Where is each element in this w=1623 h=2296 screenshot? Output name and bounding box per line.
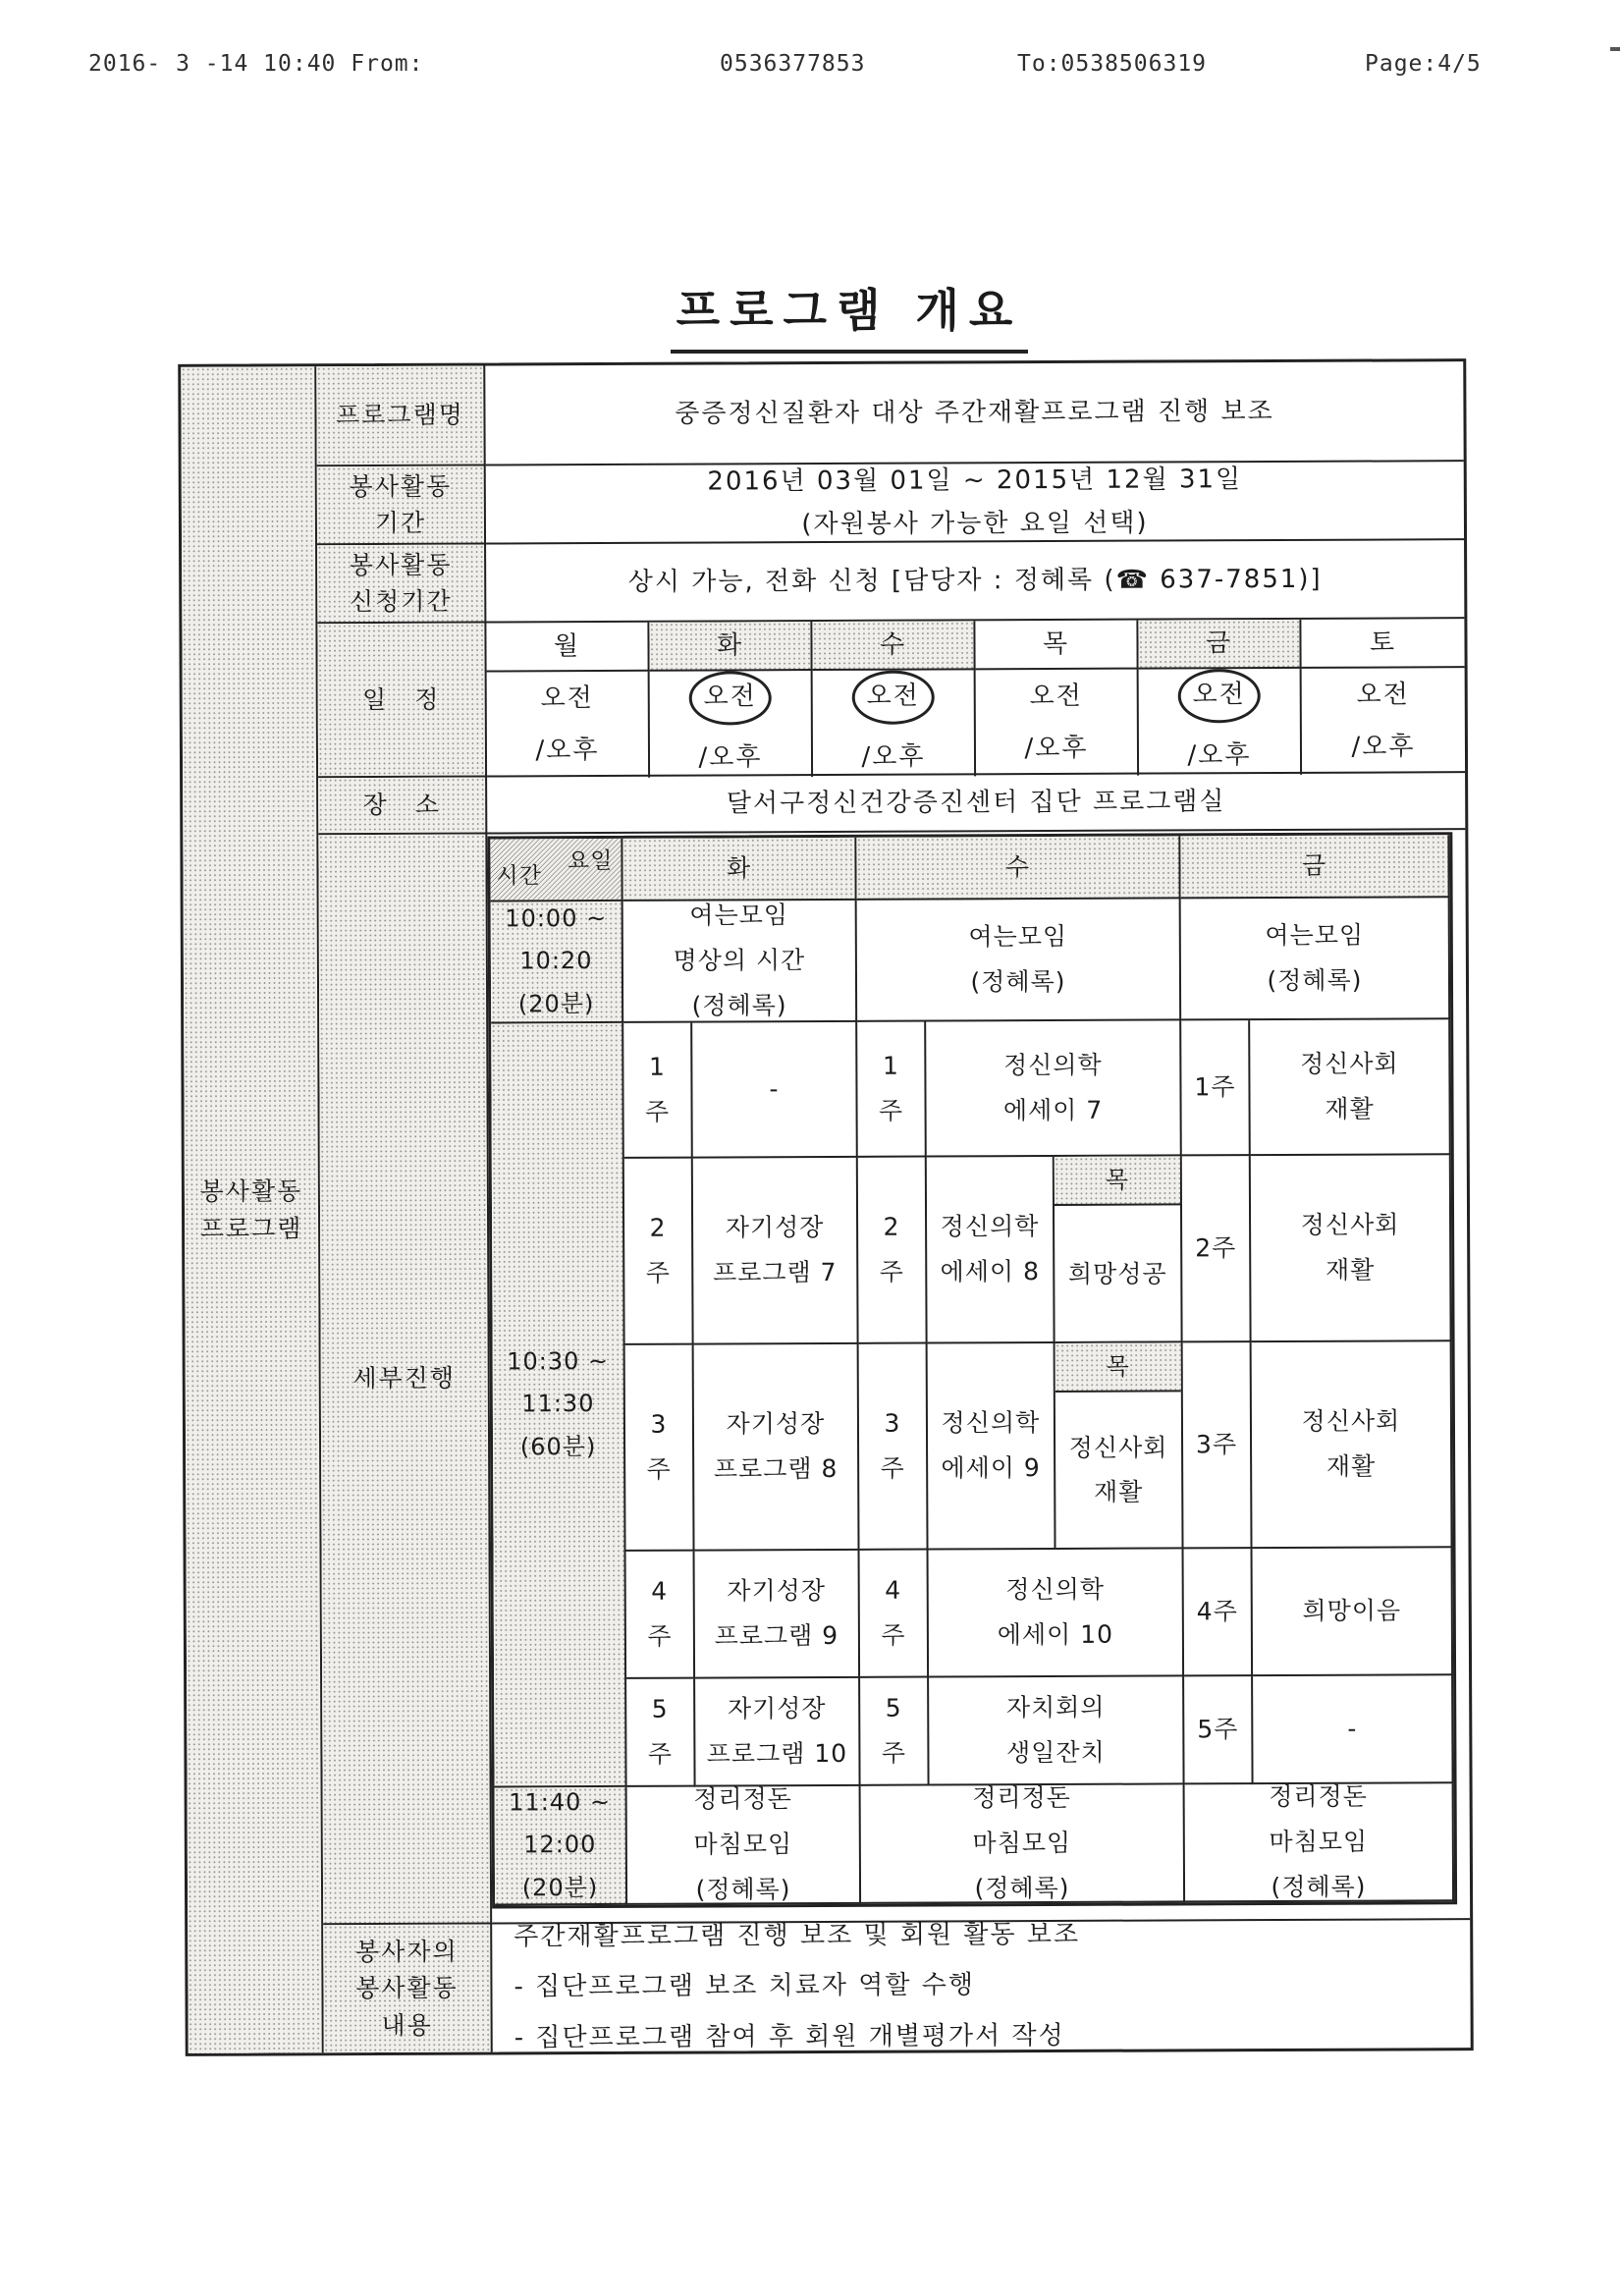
day-cell-fri xyxy=(1139,669,1302,776)
week2-fri-label: 2주 xyxy=(1182,1156,1252,1342)
detail-schedule-cell xyxy=(487,830,1470,1924)
corner-time-label: 시간 xyxy=(496,863,543,890)
label-activity-period: 봉사활동 기간 xyxy=(317,466,486,546)
closing-fri: 정리정돈 마침모임 (정혜록) xyxy=(1185,1783,1455,1902)
week1-fri-label: 1주 xyxy=(1181,1020,1251,1156)
week3-tue-content: 자기성장 프로그램 8 xyxy=(694,1344,860,1552)
time-cell-closing: 11:40 ~ 12:00 (20분) xyxy=(495,1787,628,1906)
fri-am-circled: 오전 xyxy=(1177,669,1260,723)
week4-wed-content: 정신의학 에세이 10 xyxy=(929,1549,1185,1677)
fax-timestamp: 2016- 3 -14 10:40 From: xyxy=(88,51,424,77)
week1-tue-label: 1 주 xyxy=(623,1023,693,1159)
opening-fri: 여는모임 (정혜록) xyxy=(1181,898,1451,1020)
detail-col-header-tue: 화 xyxy=(622,838,856,902)
fax-to-number: To:0538506319 xyxy=(1017,51,1208,77)
sat-am: 오전 xyxy=(1356,680,1410,710)
label-detail: 세부진행 xyxy=(318,835,492,1926)
week4-wed-label: 4 주 xyxy=(860,1551,930,1678)
week2-tue-label: 2 주 xyxy=(624,1159,694,1345)
wed-pm: /오후 xyxy=(861,741,926,772)
label-volunteer-duties: 봉사자의 봉사활동 내용 xyxy=(323,1924,493,2052)
left-category-cell: 봉사활동 프로그램 xyxy=(181,366,323,2053)
week5-tue-label: 5 주 xyxy=(626,1679,695,1787)
week2-thu-content: 희망성공 xyxy=(1067,1258,1167,1288)
time-cell-opening: 10:00 ~ 10:20 (20분) xyxy=(491,902,624,1024)
week2-thu-header: 목 xyxy=(1055,1156,1180,1206)
day-cell-wed xyxy=(813,670,976,777)
mon-am: 오전 xyxy=(540,683,594,714)
label-program-name: 프로그램명 xyxy=(316,366,485,467)
week5-wed-label: 5 주 xyxy=(860,1678,929,1786)
volunteer-duties-content xyxy=(492,1920,1471,2051)
fax-header xyxy=(0,51,1623,81)
detail-schedule-wrap xyxy=(487,830,1470,1922)
weekday-schedule-table xyxy=(486,619,1465,775)
detail-schedule-table xyxy=(487,832,1457,1908)
fri-pm: /오후 xyxy=(1187,740,1252,771)
fax-from-number: 0536377853 xyxy=(720,51,866,77)
value-place: 달서구정신건강증진센터 집단 프로그램실 xyxy=(487,773,1465,834)
closing-wed: 정리정돈 마침모임 (정혜록) xyxy=(861,1784,1186,1903)
day-header-wed: 수 xyxy=(812,621,975,671)
weekday-schedule-cell xyxy=(486,619,1465,777)
week1-wed-content: 정신의학 에세이 7 xyxy=(926,1020,1182,1157)
detail-col-header-fri: 금 xyxy=(1180,835,1449,899)
value-program-name: 중증정신질환자 대상 주간재활프로그램 진행 보조 xyxy=(485,361,1463,465)
opening-wed: 여는모임 (정혜록) xyxy=(857,899,1182,1021)
week1-fri-content: 정신사회 재활 xyxy=(1250,1019,1451,1156)
sat-pm: /오후 xyxy=(1351,732,1416,762)
week4-tue-content: 자기성장 프로그램 9 xyxy=(695,1551,861,1679)
value-activity-period: 2016년 03월 01일 ~ 2015년 12월 31일 (자원봉사 가능한 요일 선택) xyxy=(486,462,1464,544)
tue-am-circled: 오전 xyxy=(688,671,771,725)
day-header-thu: 목 xyxy=(975,621,1138,671)
title-wrap xyxy=(0,275,1623,354)
week2-thu-box xyxy=(1055,1156,1183,1343)
day-cell-thu xyxy=(976,670,1139,777)
label-place: 장 소 xyxy=(318,778,487,836)
tue-pm: /오후 xyxy=(698,742,763,773)
label-schedule: 일 정 xyxy=(317,624,487,779)
value-application-period: 상시 가능, 전화 신청 [담당자 : 정혜록 (☎ 637-7851)] xyxy=(486,540,1464,623)
day-cell-tue xyxy=(650,671,813,778)
day-header-sat: 토 xyxy=(1301,619,1464,669)
week5-tue-content: 자기성장 프로그램 10 xyxy=(695,1678,860,1787)
fax-page-number: Page:4/5 xyxy=(1365,51,1482,77)
week1-wed-label: 1 주 xyxy=(857,1022,927,1158)
document-title: 프로그램 개요 xyxy=(671,275,1029,354)
week2-fri-content: 정신사회 재활 xyxy=(1251,1155,1452,1342)
opening-tue: 여는모임 명상의 시간 (정혜록) xyxy=(623,901,858,1023)
volunteer-duty-line: - 집단프로그램 참여 후 회원 개별평가서 작성 xyxy=(514,2020,1065,2053)
closing-tue: 정리정돈 마침모임 (정혜록) xyxy=(627,1786,862,1905)
detail-col-header-wed: 수 xyxy=(856,836,1180,900)
thu-am: 오전 xyxy=(1029,681,1083,712)
week3-fri-label: 3주 xyxy=(1183,1342,1253,1549)
day-header-tue: 화 xyxy=(649,622,812,672)
week3-tue-label: 3 주 xyxy=(625,1345,695,1552)
corner-day-label: 요일 xyxy=(567,847,614,875)
week1-tue-content: - xyxy=(692,1022,858,1159)
time-cell-main: 10:30 ~ 11:30 (60분) xyxy=(491,1023,626,1788)
wed-am-circled: 오전 xyxy=(851,671,934,725)
week2-tue-content: 자기성장 프로그램 7 xyxy=(693,1158,859,1345)
program-overview xyxy=(178,358,1474,2056)
day-cell-sat xyxy=(1302,668,1465,775)
week4-fri-content: 희망이음 xyxy=(1253,1548,1454,1676)
corner-cell xyxy=(490,839,622,902)
day-header-fri: 금 xyxy=(1138,620,1301,670)
week3-thu-box xyxy=(1055,1342,1184,1550)
volunteer-duty-line: - 집단프로그램 보조 치료자 역할 수행 xyxy=(514,1970,975,2002)
week4-tue-label: 4 주 xyxy=(626,1552,696,1679)
week3-fri-content: 정신사회 재활 xyxy=(1252,1341,1453,1549)
program-overview-table xyxy=(178,358,1474,2056)
week5-wed-content: 자치회의 생일잔치 xyxy=(929,1676,1184,1785)
scan-artifact xyxy=(1610,47,1620,51)
week4-fri-label: 4주 xyxy=(1184,1549,1254,1676)
week2-wed-label: 2 주 xyxy=(858,1158,928,1344)
week3-wed-content: 정신의학 에세이 9 xyxy=(928,1343,1056,1551)
week3-thu-header: 목 xyxy=(1055,1342,1181,1393)
day-cell-mon xyxy=(487,672,650,779)
mon-pm: /오후 xyxy=(535,736,600,766)
week5-fri-label: 5주 xyxy=(1184,1676,1253,1784)
day-header-mon: 월 xyxy=(486,623,649,673)
week3-thu-content: 정신사회 재활 xyxy=(1068,1433,1168,1506)
week2-wed-content: 정신의학 에세이 8 xyxy=(927,1157,1055,1344)
label-application-period: 봉사활동 신청기간 xyxy=(317,545,486,625)
week3-wed-label: 3 주 xyxy=(859,1344,929,1551)
thu-pm: /오후 xyxy=(1024,733,1089,764)
week5-fri-content: - xyxy=(1253,1675,1453,1784)
volunteer-duty-line: 주간재활프로그램 진행 보조 및 회원 활동 보조 xyxy=(514,1919,1081,1952)
